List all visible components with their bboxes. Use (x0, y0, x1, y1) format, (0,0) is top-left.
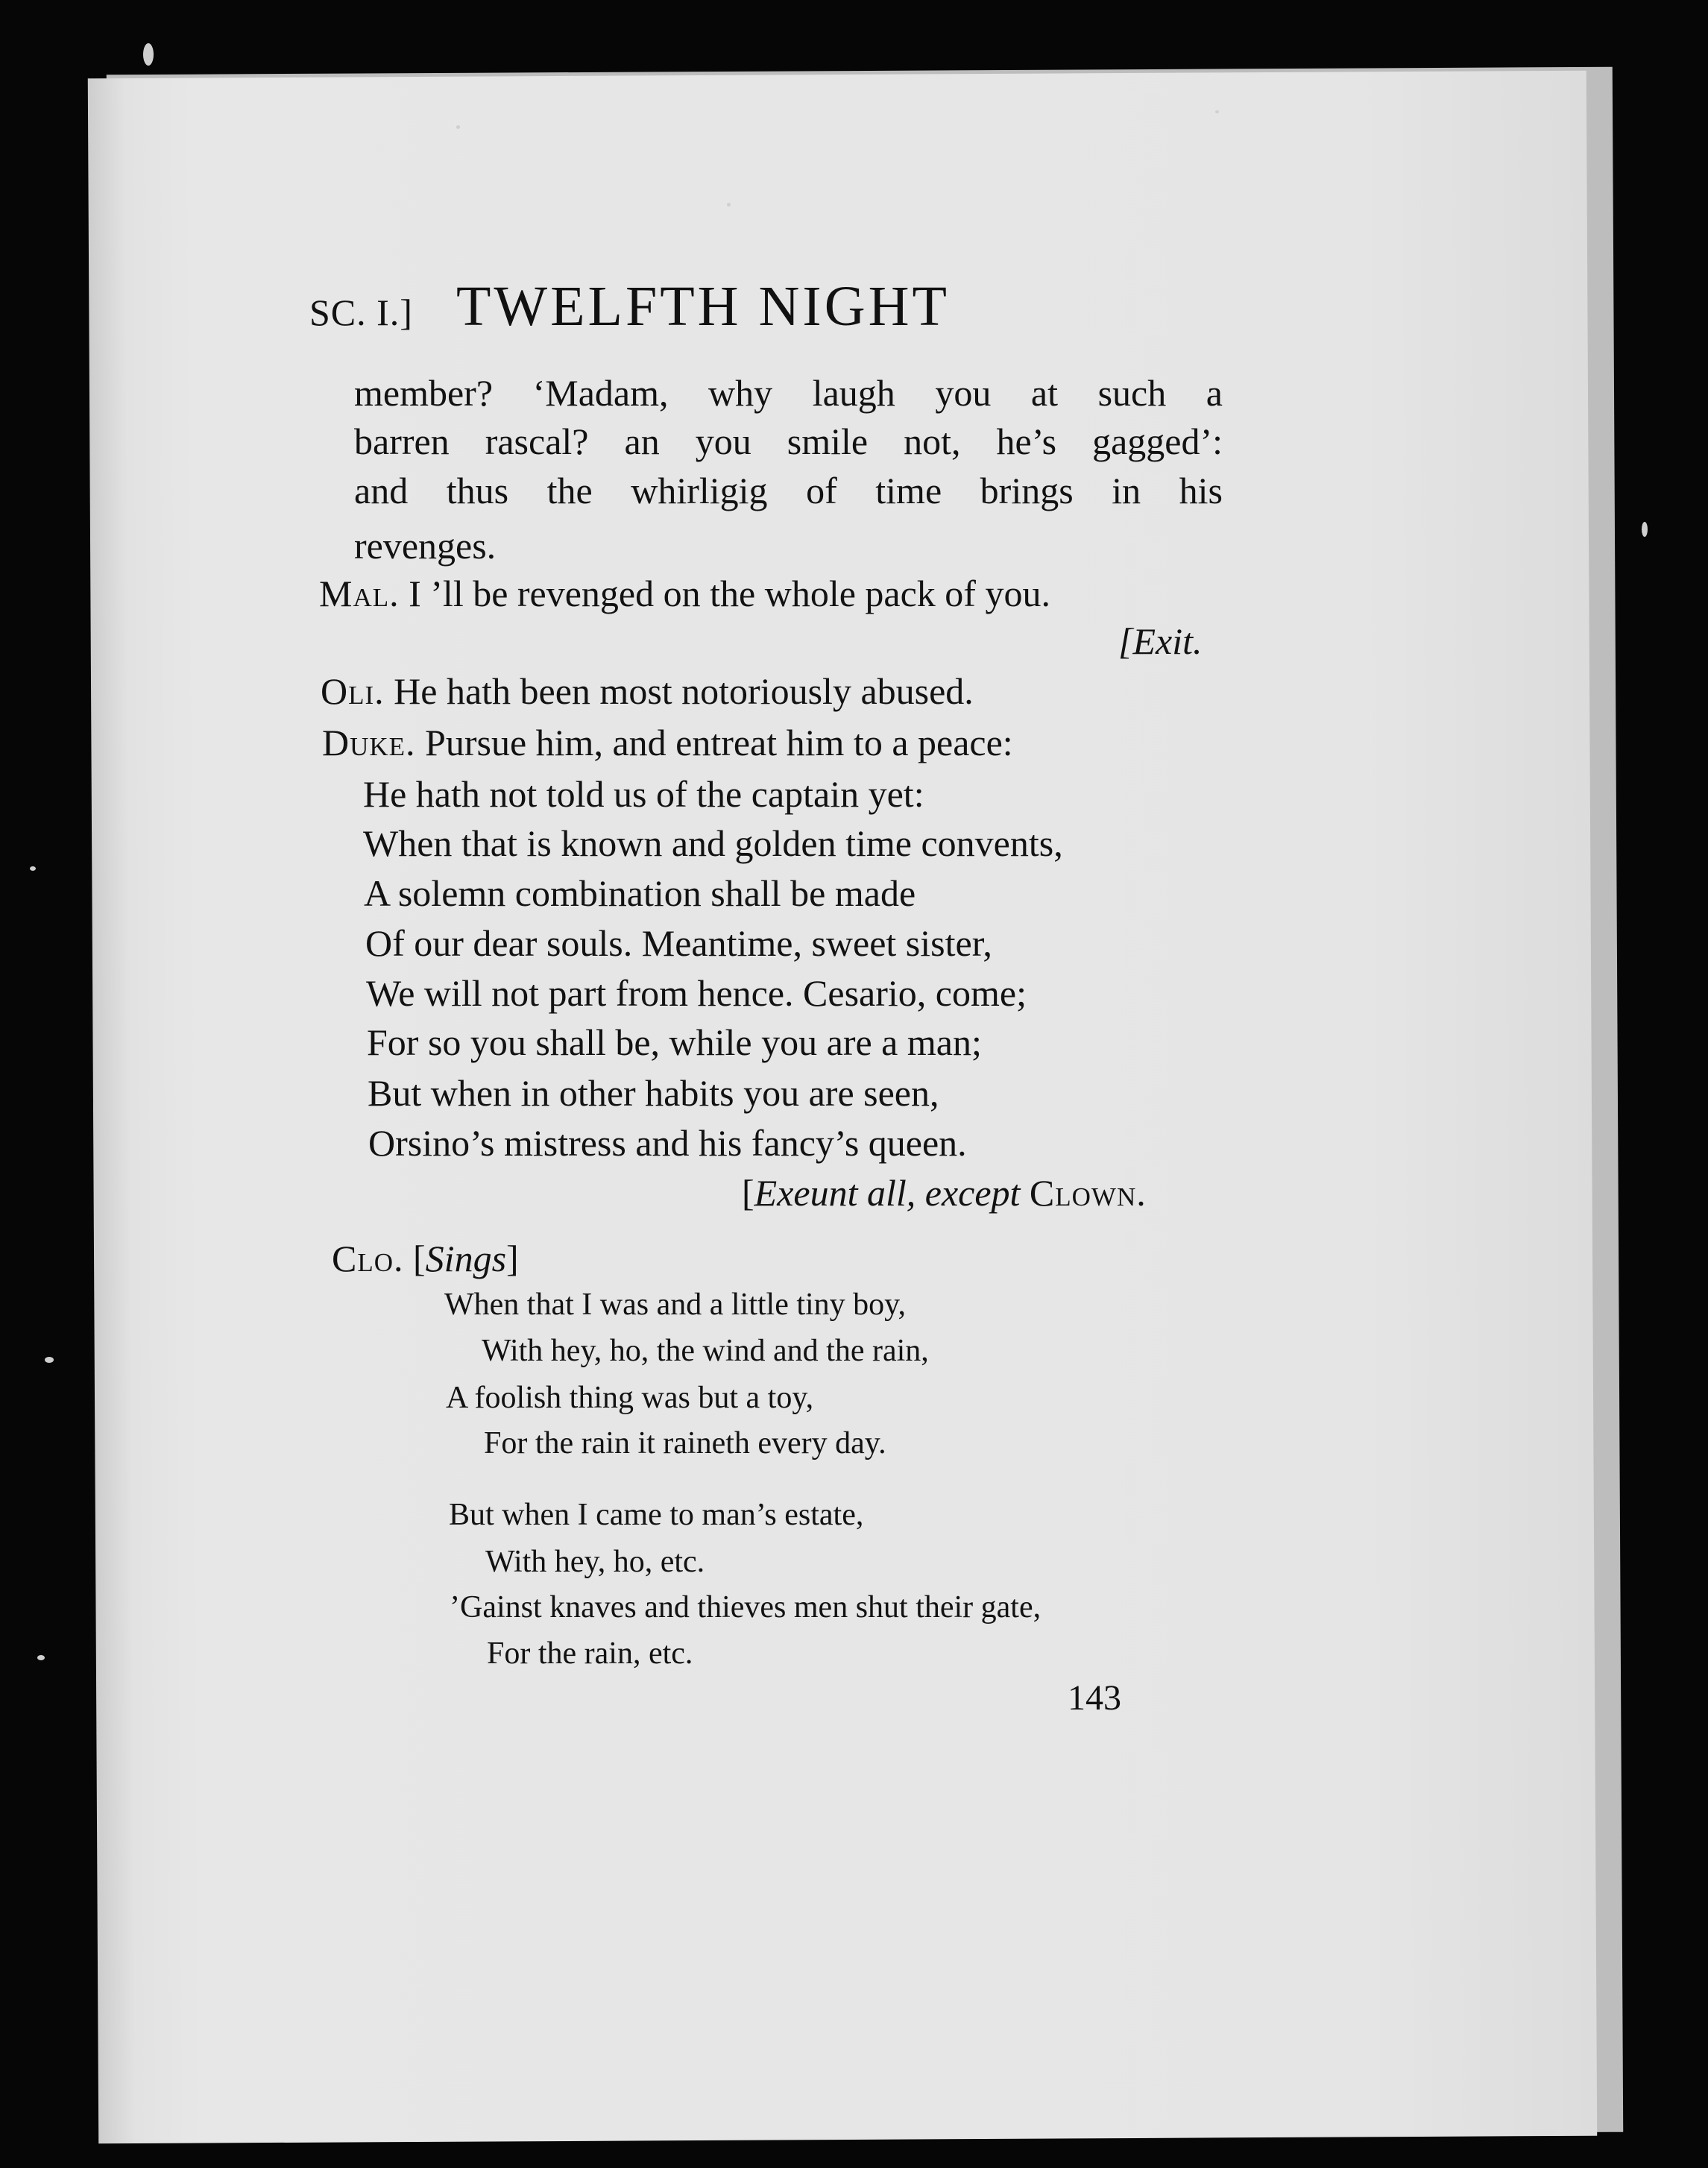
speech-line: He hath been most notoriously abused. (394, 670, 974, 712)
prose-line: member? ‘Madam, why laugh you at such a (354, 372, 1223, 414)
play-title: TWELFTH NIGHT (456, 275, 950, 338)
speech-mal (319, 571, 1050, 616)
paper-speck (1642, 522, 1648, 537)
exeunt-text: Exeunt all, except (754, 1172, 1021, 1214)
verse-line: Orsino’s mistress and his fancy’s queen. (368, 1122, 967, 1164)
speech-line: I ’ll be revenged on the whole pack of you. (409, 573, 1050, 614)
speaker-name: Mal. (319, 573, 400, 614)
character-name: Clown. (1029, 1172, 1147, 1214)
song-line: A foolish thing was but a toy, (446, 1381, 814, 1415)
speech-clo (332, 1236, 519, 1281)
verse-line: He hath not told us of the captain yet: (363, 773, 924, 815)
speech-oli (321, 669, 974, 713)
verse-line: For so you shall be, while you are a man; (367, 1021, 982, 1063)
song-line: But when I came to man’s estate, (449, 1498, 864, 1532)
verse-line: But when in other habits you are seen, (368, 1072, 939, 1114)
paper-speck (1215, 110, 1219, 113)
song-line: With hey, ho, etc. (485, 1545, 705, 1579)
paper-speck (456, 125, 460, 129)
paper-speck (45, 1357, 54, 1363)
paper-speck (727, 203, 731, 207)
running-header (309, 274, 950, 339)
song-line: ’Gainst knaves and thieves men shut their gate, (450, 1590, 1041, 1625)
paper-speck (37, 1655, 45, 1660)
verse-line: When that is known and golden time convents, (363, 822, 1063, 864)
song-line: For the rain, etc. (487, 1636, 693, 1671)
stage-direction: [Exit. (1118, 620, 1203, 662)
speaker-name: Duke. (322, 722, 416, 763)
prose-line: and thus the whirligig of time brings in his (354, 470, 1223, 511)
stage-direction: Sings (425, 1238, 507, 1279)
song-line: For the rain it raineth every day. (484, 1426, 886, 1460)
verse-line: A solemn combination shall be made (364, 872, 916, 914)
prose-line: revenges. (354, 525, 497, 567)
bracket: ] (506, 1238, 519, 1279)
speech-duke (322, 720, 1013, 765)
speaker-name: Clo. (332, 1238, 404, 1279)
bracket: [ (413, 1238, 426, 1279)
paper-speck (30, 866, 36, 871)
stage-direction-exeunt (742, 1170, 1147, 1215)
scene-marker: SC. I.] (309, 292, 413, 333)
song-line: With hey, ho, the wind and the rain, (482, 1334, 929, 1368)
verse-line: Of our dear souls. Meantime, sweet sister, (365, 922, 992, 964)
bracket: [ (742, 1172, 754, 1214)
verse-line: We will not part from hence. Cesario, come; (366, 972, 1027, 1014)
speech-line: Pursue him, and entreat him to a peace: (425, 722, 1013, 763)
paper-speck (143, 43, 154, 66)
song-line: When that I was and a little tiny boy, (444, 1288, 906, 1322)
page-number: 143 (1068, 1678, 1121, 1718)
prose-line: barren rascal? an you smile not, he’s gagged’: (354, 420, 1223, 462)
speaker-name: Oli. (321, 670, 385, 712)
